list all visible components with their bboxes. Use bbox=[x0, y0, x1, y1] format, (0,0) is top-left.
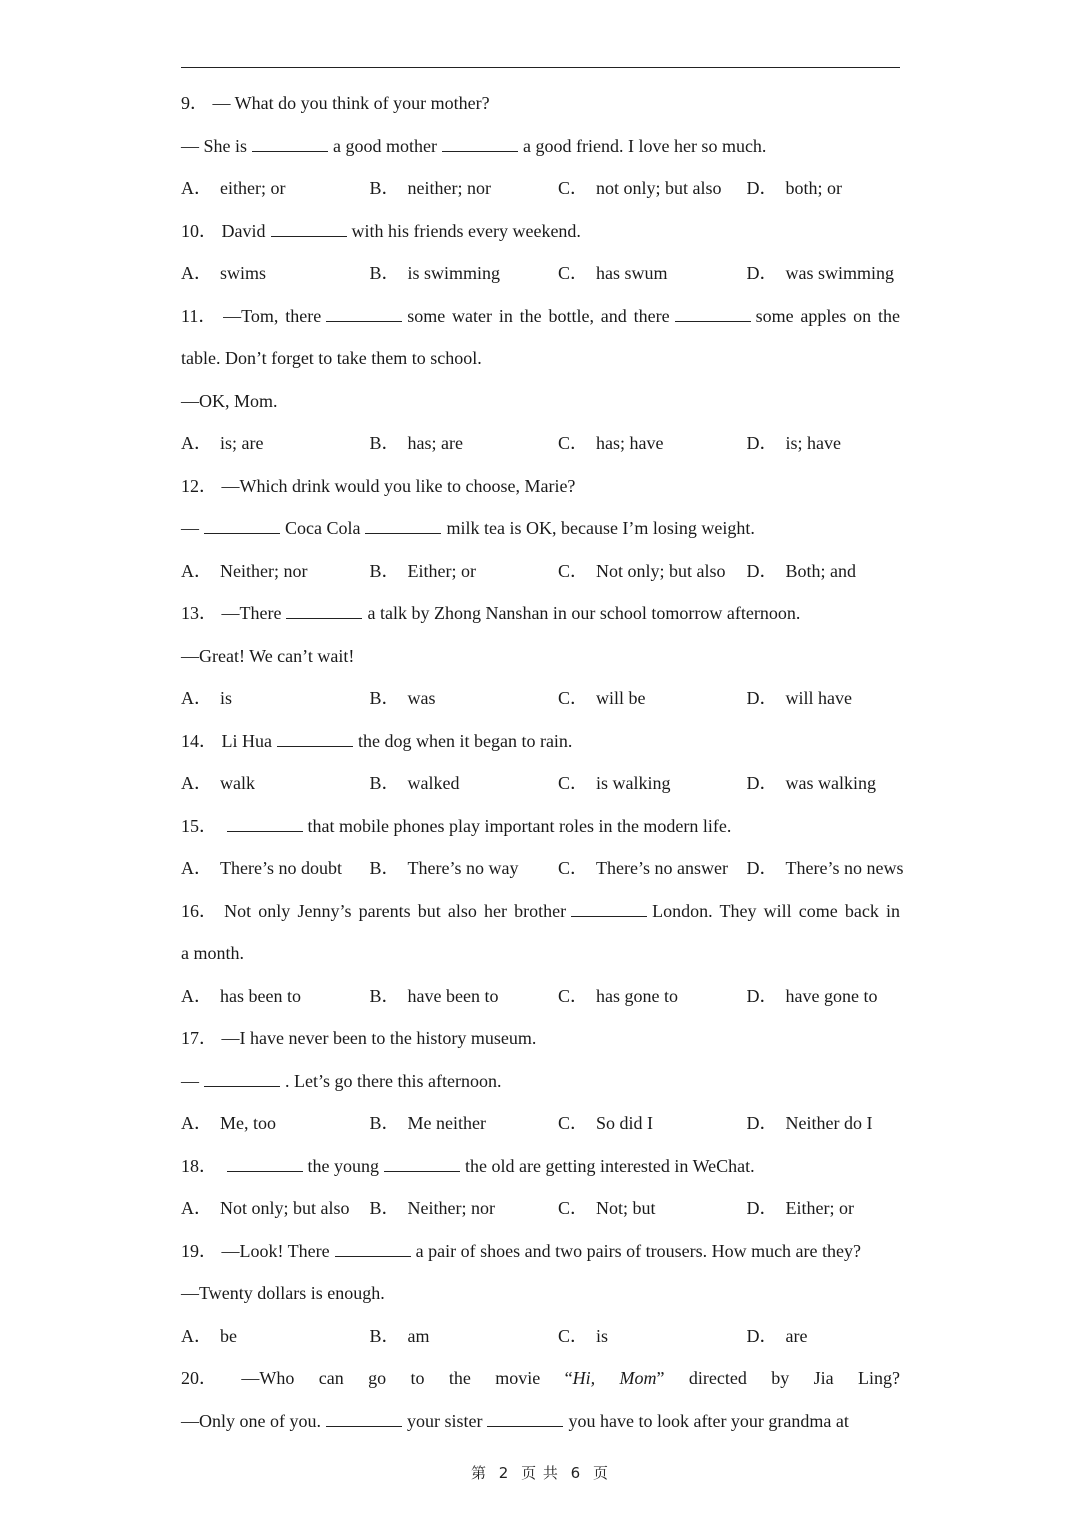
stem-text: Coca Cola bbox=[285, 518, 361, 538]
stem-text: —Look! There bbox=[221, 1240, 330, 1261]
option-c bbox=[558, 252, 747, 295]
question-stem bbox=[181, 82, 900, 125]
stem-text: Li Hua bbox=[221, 730, 272, 751]
option-b bbox=[370, 1102, 559, 1145]
option-text: has been to bbox=[220, 985, 301, 1006]
option-d bbox=[747, 167, 843, 210]
stem-text: milk tea is OK, because I’m losing weight. bbox=[446, 518, 755, 538]
option-letter: B． bbox=[369, 1198, 400, 1218]
option-c bbox=[558, 550, 747, 593]
question-stem-continued bbox=[181, 635, 900, 678]
option-letter: C． bbox=[558, 560, 589, 581]
stem-text: —I have never been to the history museum. bbox=[221, 1028, 537, 1048]
option-letter: D． bbox=[746, 1198, 778, 1218]
option-text: am bbox=[407, 1325, 430, 1346]
option-letter: B． bbox=[369, 858, 400, 878]
option-c bbox=[558, 677, 747, 720]
option-text: There’s no answer bbox=[596, 858, 728, 878]
option-letter: C． bbox=[558, 433, 589, 453]
option-b bbox=[370, 1315, 559, 1358]
question-stem bbox=[181, 1357, 900, 1400]
answer-blank bbox=[365, 517, 441, 534]
option-text: is swimming bbox=[407, 263, 501, 283]
option-letter: B． bbox=[369, 178, 400, 198]
option-letter: D． bbox=[746, 1113, 778, 1133]
option-d bbox=[747, 847, 904, 890]
answer-blank bbox=[252, 135, 328, 152]
answer-blank bbox=[271, 220, 347, 237]
option-letter: A． bbox=[181, 1113, 212, 1133]
option-letter: D． bbox=[746, 858, 778, 878]
answer-blank bbox=[204, 1070, 280, 1087]
stem-text: —Great! We can’t wait! bbox=[181, 645, 355, 666]
question-number: 15． bbox=[181, 815, 217, 836]
option-d bbox=[747, 1187, 854, 1230]
option-a bbox=[181, 677, 370, 720]
question-number: 10． bbox=[181, 220, 217, 241]
option-letter: D． bbox=[746, 985, 778, 1006]
option-letter: B． bbox=[369, 263, 400, 283]
option-text: Neither; nor bbox=[407, 1198, 495, 1218]
option-letter: A． bbox=[181, 433, 212, 453]
stem-text: . Let’s go there this afternoon. bbox=[285, 1070, 502, 1091]
answer-blank bbox=[675, 305, 751, 322]
stem-text: —OK, Mom. bbox=[181, 390, 278, 411]
question-stem bbox=[181, 1017, 900, 1060]
stem-text: that mobile phones play important roles in the modern life. bbox=[307, 815, 732, 836]
answer-blank bbox=[277, 730, 353, 747]
option-text: There’s no way bbox=[407, 858, 519, 878]
option-letter: B． bbox=[369, 773, 400, 793]
answer-blank bbox=[227, 815, 303, 832]
option-letter: B． bbox=[369, 1325, 400, 1346]
stem-text: —Tom, there bbox=[223, 305, 322, 326]
stem-text: London. They will come back in bbox=[652, 900, 900, 921]
option-letter: B． bbox=[369, 1113, 400, 1133]
question-stem-continued bbox=[181, 380, 900, 423]
question-stem-continued bbox=[181, 1060, 900, 1103]
stem-text: David bbox=[221, 220, 266, 241]
option-letter: A． bbox=[181, 985, 212, 1006]
stem-text: — bbox=[181, 1070, 199, 1091]
option-letter: A． bbox=[181, 858, 212, 878]
question-number: 11． bbox=[181, 305, 217, 326]
option-a bbox=[181, 1187, 370, 1230]
question-stem-continued bbox=[181, 125, 900, 168]
stem-text: some apples on the bbox=[755, 305, 900, 326]
option-a bbox=[181, 1315, 370, 1358]
question-stem bbox=[181, 465, 900, 508]
question-stem-continued bbox=[181, 1400, 900, 1443]
option-text: Neither; nor bbox=[220, 560, 308, 581]
question-number: 13． bbox=[181, 603, 217, 623]
option-a bbox=[181, 975, 370, 1018]
option-d bbox=[747, 762, 876, 805]
question-number: 18． bbox=[181, 1155, 217, 1176]
question-stem bbox=[181, 1230, 900, 1273]
option-a bbox=[181, 550, 370, 593]
answer-blank bbox=[571, 900, 647, 917]
question-stem-continued bbox=[181, 337, 900, 380]
option-letter: C． bbox=[558, 178, 589, 198]
option-text: will be bbox=[596, 688, 646, 708]
stem-text: —Which drink would you like to choose, Marie? bbox=[221, 475, 576, 496]
option-letter: C． bbox=[558, 263, 589, 283]
options-row bbox=[181, 847, 904, 890]
option-text: Me neither bbox=[407, 1113, 486, 1133]
option-text: Both; and bbox=[785, 560, 856, 581]
option-text: is bbox=[596, 1325, 609, 1346]
option-text: Either; or bbox=[407, 560, 476, 581]
answer-blank bbox=[326, 1410, 402, 1427]
stem-text: the young bbox=[307, 1155, 379, 1176]
option-b bbox=[370, 1187, 559, 1230]
stem-text: —There bbox=[221, 603, 282, 623]
option-b bbox=[370, 422, 559, 465]
options-row bbox=[181, 975, 900, 1018]
option-text: has gone to bbox=[596, 985, 678, 1006]
option-letter: C． bbox=[558, 858, 589, 878]
option-a bbox=[181, 252, 370, 295]
stem-text: table. Don’t forget to take them to school. bbox=[181, 348, 482, 368]
question-stem bbox=[181, 210, 900, 253]
option-letter: A． bbox=[181, 560, 212, 581]
stem-text: — What do you think of your mother? bbox=[212, 93, 490, 113]
option-text: There’s no doubt bbox=[220, 858, 342, 878]
options-row bbox=[181, 1315, 900, 1358]
option-b bbox=[370, 975, 559, 1018]
option-text: Either; or bbox=[785, 1198, 854, 1218]
option-letter: D． bbox=[746, 560, 778, 581]
options-row bbox=[181, 550, 900, 593]
question-stem-continued bbox=[181, 507, 900, 550]
option-letter: B． bbox=[369, 985, 400, 1006]
options-row bbox=[181, 677, 900, 720]
option-letter: A． bbox=[181, 773, 212, 793]
question-stem bbox=[181, 890, 900, 933]
question-stem bbox=[181, 592, 900, 635]
option-b bbox=[370, 762, 559, 805]
option-text: not only; but also bbox=[596, 178, 722, 198]
option-c bbox=[558, 762, 747, 805]
stem-text: the old are getting interested in WeChat. bbox=[465, 1155, 755, 1176]
footer-suffix: 页 bbox=[593, 1464, 610, 1482]
option-letter: B． bbox=[369, 433, 400, 453]
options-row bbox=[181, 167, 900, 210]
option-letter: D． bbox=[746, 433, 778, 453]
option-text: Not only; but also bbox=[596, 560, 726, 581]
option-text: walk bbox=[220, 773, 255, 793]
stem-text: some water in the bottle, and there bbox=[407, 305, 670, 326]
option-letter: D． bbox=[746, 688, 778, 708]
option-text: Neither do I bbox=[785, 1113, 873, 1133]
option-text: Me, too bbox=[220, 1113, 276, 1133]
option-letter: D． bbox=[746, 1325, 778, 1346]
option-d bbox=[747, 1102, 873, 1145]
option-text: be bbox=[220, 1325, 237, 1346]
stem-text: — bbox=[181, 518, 199, 538]
question-number: 12． bbox=[181, 475, 217, 496]
option-c bbox=[558, 167, 747, 210]
answer-blank bbox=[326, 305, 402, 322]
option-text: was swimming bbox=[785, 263, 895, 283]
option-letter: C． bbox=[558, 1198, 589, 1218]
options-row bbox=[181, 252, 900, 295]
option-text: Not; but bbox=[596, 1198, 656, 1218]
answer-blank bbox=[335, 1240, 411, 1257]
option-text: is; are bbox=[220, 433, 264, 453]
stem-text: a good friend. I love her so much. bbox=[523, 135, 767, 156]
option-d bbox=[747, 550, 857, 593]
option-b bbox=[370, 677, 559, 720]
option-text: is; have bbox=[785, 433, 841, 453]
answer-blank bbox=[384, 1155, 460, 1172]
option-d bbox=[747, 975, 878, 1018]
option-a bbox=[181, 167, 370, 210]
option-b bbox=[370, 550, 559, 593]
answer-blank bbox=[286, 602, 362, 619]
stem-text: you have to look after your grandma at bbox=[568, 1410, 849, 1431]
option-d bbox=[747, 252, 895, 295]
stem-text: with his friends every weekend. bbox=[351, 220, 581, 241]
option-b bbox=[370, 847, 559, 890]
footer-total-pages: 6 bbox=[570, 1464, 582, 1482]
options-row bbox=[181, 1187, 900, 1230]
stem-text: —Who can go to the movie “ bbox=[241, 1368, 573, 1388]
stem-text: ” directed by Jia Ling? bbox=[656, 1368, 900, 1388]
question-number: 14． bbox=[181, 730, 217, 751]
option-text: either; or bbox=[220, 178, 286, 198]
question-stem bbox=[181, 1145, 900, 1188]
option-letter: C． bbox=[558, 985, 589, 1006]
options-row bbox=[181, 762, 900, 805]
option-letter: C． bbox=[558, 688, 589, 708]
option-letter: D． bbox=[746, 178, 778, 198]
option-a bbox=[181, 422, 370, 465]
option-text: is walking bbox=[596, 773, 671, 793]
option-text: are bbox=[785, 1325, 808, 1346]
question-stem-continued bbox=[181, 932, 900, 975]
option-text: will have bbox=[785, 688, 852, 708]
option-letter: A． bbox=[181, 263, 212, 283]
option-c bbox=[558, 422, 747, 465]
option-text: There’s no news bbox=[785, 858, 904, 878]
question-list bbox=[181, 82, 904, 1442]
option-d bbox=[747, 422, 842, 465]
question-number: 17． bbox=[181, 1028, 217, 1048]
stem-text: a good mother bbox=[333, 135, 437, 156]
footer-mid: 页 共 bbox=[521, 1464, 559, 1482]
footer-prefix: 第 bbox=[470, 1464, 487, 1482]
option-letter: A． bbox=[181, 1325, 212, 1346]
option-letter: C． bbox=[558, 1113, 589, 1133]
option-text: Not only; but also bbox=[220, 1198, 350, 1218]
options-row bbox=[181, 1102, 900, 1145]
option-letter: B． bbox=[369, 688, 400, 708]
stem-text: a talk by Zhong Nanshan in our school tomorrow afternoon. bbox=[367, 603, 801, 623]
stem-text: Not only Jenny’s parents but also her brother bbox=[224, 900, 567, 921]
footer-current-page: 2 bbox=[498, 1464, 510, 1482]
option-c bbox=[558, 1102, 747, 1145]
option-letter: C． bbox=[558, 1325, 589, 1346]
question-number: 19． bbox=[181, 1240, 217, 1261]
option-text: was walking bbox=[785, 773, 876, 793]
option-text: both; or bbox=[785, 178, 842, 198]
option-text: have been to bbox=[407, 985, 499, 1006]
option-letter: A． bbox=[181, 178, 212, 198]
stem-text: a month. bbox=[181, 943, 244, 963]
option-d bbox=[747, 1315, 808, 1358]
option-a bbox=[181, 1102, 370, 1145]
option-letter: D． bbox=[746, 263, 778, 283]
option-letter: C． bbox=[558, 773, 589, 793]
option-letter: A． bbox=[181, 1198, 212, 1218]
option-c bbox=[558, 1187, 747, 1230]
option-letter: D． bbox=[746, 773, 778, 793]
question-number: 9． bbox=[181, 93, 208, 113]
option-d bbox=[747, 677, 852, 720]
option-c bbox=[558, 975, 747, 1018]
page-footer bbox=[0, 1462, 1080, 1483]
option-text: swims bbox=[220, 263, 267, 283]
stem-text: a pair of shoes and two pairs of trousers. How much are they? bbox=[415, 1240, 862, 1261]
answer-blank bbox=[204, 517, 280, 534]
stem-text: —Only one of you. bbox=[181, 1410, 321, 1431]
option-b bbox=[370, 252, 559, 295]
option-a bbox=[181, 847, 370, 890]
option-text: has swum bbox=[596, 263, 668, 283]
option-c bbox=[558, 847, 747, 890]
question-stem bbox=[181, 295, 900, 338]
answer-blank bbox=[487, 1410, 563, 1427]
option-text: has; are bbox=[407, 433, 463, 453]
options-row bbox=[181, 422, 900, 465]
option-letter: B． bbox=[369, 560, 400, 581]
option-text: has; have bbox=[596, 433, 664, 453]
answer-blank bbox=[227, 1155, 303, 1172]
stem-text: the dog when it began to rain. bbox=[357, 730, 573, 751]
answer-blank bbox=[442, 135, 518, 152]
option-b bbox=[370, 167, 559, 210]
header-rule bbox=[181, 67, 900, 68]
option-text: So did I bbox=[596, 1113, 654, 1133]
option-c bbox=[558, 1315, 747, 1358]
stem-text: your sister bbox=[406, 1410, 483, 1431]
option-text: neither; nor bbox=[407, 178, 491, 198]
option-letter: A． bbox=[181, 688, 212, 708]
option-text: have gone to bbox=[785, 985, 878, 1006]
question-stem-continued bbox=[181, 1272, 900, 1315]
stem-text: — She is bbox=[181, 135, 248, 156]
italic-title: Hi, Mom bbox=[572, 1368, 657, 1388]
question-number: 16． bbox=[181, 900, 217, 921]
option-text: was bbox=[407, 688, 436, 708]
option-text: is bbox=[220, 688, 233, 708]
question-stem bbox=[181, 805, 900, 848]
question-stem bbox=[181, 720, 900, 763]
option-a bbox=[181, 762, 370, 805]
stem-text: —Twenty dollars is enough. bbox=[181, 1283, 385, 1303]
question-number: 20． bbox=[181, 1368, 217, 1388]
option-text: walked bbox=[407, 773, 460, 793]
